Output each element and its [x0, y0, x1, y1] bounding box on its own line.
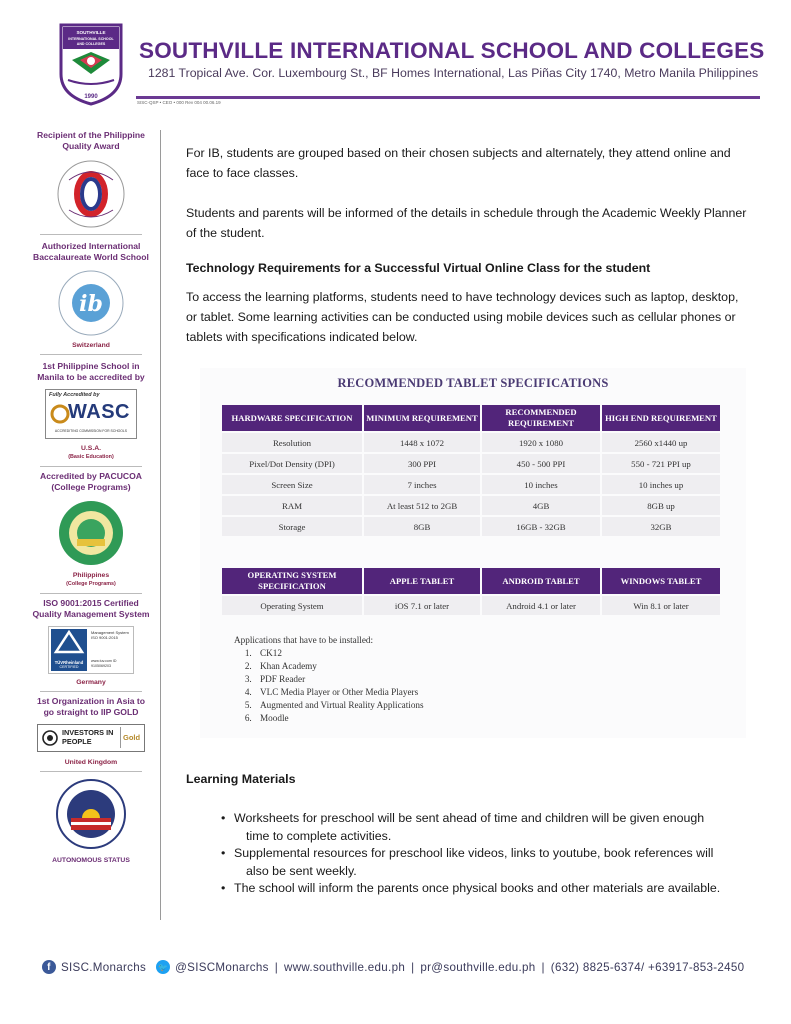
- pacucoa-seal-icon: [57, 499, 125, 567]
- footer-separator: |: [411, 960, 415, 974]
- facebook-icon: f: [42, 960, 56, 974]
- table-header-row: [222, 405, 720, 431]
- tuv-badge: TÜVRheinland CERTIFIED Management System ISO 9001:2015 www.tuv.com ID 9105069203: [48, 626, 134, 674]
- list-item: 2. Khan Academy: [254, 660, 424, 673]
- list-item: • Supplemental resources for preschool like videos, links to youtube, book references will also be sent weekly.: [221, 846, 714, 878]
- award-iso: [32, 598, 150, 692]
- school-address: 1281 Tropical Ave. Cor. Luxembourg St., BF Homes International, Las Piñas City 1740, Metro Manila Philippines: [148, 66, 759, 80]
- wasc-ring-icon: [50, 404, 70, 424]
- paragraph-devices: To access the learning platforms, students need to have technology devices such as laptop, desktop, or tablet. Some learning activities can be conducted using mobile devices such as cellular phones or tablets with specifications indicated below.: [186, 290, 739, 344]
- facebook-link[interactable]: SISC.Monarchs: [61, 960, 147, 974]
- table-cell: 7 inches: [364, 475, 480, 494]
- table-row: [222, 496, 720, 515]
- table-cell: 450 - 500 PPI: [482, 454, 600, 473]
- table-cell: At least 512 to 2GB: [364, 496, 480, 515]
- paragraph-ib-grouping: For IB, students are grouped based on their chosen subjects and alternately, they attend online and face to face classes.: [186, 146, 731, 180]
- column-header: ANDROID TABLET: [482, 568, 600, 594]
- hardware-spec-table: [220, 403, 722, 538]
- ched-seal-icon: [55, 778, 127, 850]
- footer-separator: |: [541, 960, 545, 974]
- section-heading-learning-materials: Learning Materials: [186, 772, 296, 786]
- column-header: HIGH END REQUIREMENT: [602, 405, 720, 431]
- list-item: • Worksheets for preschool will be sent ahead of time and children will be given enough time to complete activities.: [221, 811, 705, 843]
- award-title: ISO 9001:2015 Certified Quality Management System: [32, 598, 150, 619]
- school-logo: [58, 22, 124, 106]
- award-title: Authorized International Baccalaureate World School: [33, 241, 149, 262]
- svg-text:ib: ib: [79, 291, 103, 317]
- paragraph-schedule: Students and parents will be informed of the details in schedule through the Academic Weekly Planner of the student.: [186, 206, 747, 240]
- twitter-icon: 🐦: [156, 960, 170, 974]
- document-code: SISC-QSP • CEO • 000 Rev 004 00.06.19: [137, 100, 221, 105]
- table-cell: 10 inches up: [602, 475, 720, 494]
- required-applications: [234, 634, 424, 725]
- table-cell: 4GB: [482, 496, 600, 515]
- award-country: United Kingdom: [64, 759, 118, 766]
- email-link[interactable]: pr@southville.edu.ph: [420, 960, 536, 974]
- column-header: OPERATING SYSTEM SPECIFICATION: [222, 568, 362, 594]
- page-footer: [42, 960, 744, 974]
- phone-numbers: (632) 8825-6374/ +63917-853-2450: [550, 960, 745, 974]
- bullet-icon: •: [221, 846, 226, 860]
- table-cell: 300 PPI: [364, 454, 480, 473]
- table-cell: Pixel/Dot Density (DPI): [222, 454, 362, 473]
- table-row: [222, 433, 720, 452]
- table-cell: iOS 7.1 or later: [364, 596, 480, 615]
- list-item: 6. Moodle: [254, 712, 424, 725]
- list-item: 4. VLC Media Player or Other Media Players: [254, 686, 424, 699]
- award-pacucoa: [32, 471, 150, 594]
- column-header: HARDWARE SPECIFICATION: [222, 405, 362, 431]
- accreditation-sidebar: [32, 130, 150, 865]
- award-title: Recipient of the Philippine Quality Award: [37, 130, 145, 151]
- tablet-specifications-figure: [200, 368, 746, 738]
- table-cell: Storage: [222, 517, 362, 536]
- column-header: APPLE TABLET: [364, 568, 480, 594]
- spec-title: RECOMMENDED TABLET SPECIFICATIONS: [337, 376, 609, 390]
- award-title: 1st Philippine School in Manila to be accredited by: [37, 361, 145, 382]
- quality-award-seal-icon: [55, 158, 127, 230]
- award-ched: [32, 778, 150, 865]
- award-wasc: [32, 361, 150, 467]
- header-divider: [136, 96, 760, 99]
- table-row: [222, 517, 720, 536]
- school-name: SOUTHVILLE INTERNATIONAL SCHOOL AND COLLEGES: [139, 38, 765, 63]
- svg-text:INTERNATIONAL SCHOOL: INTERNATIONAL SCHOOL: [68, 37, 114, 41]
- award-philippine-quality: [32, 130, 150, 235]
- award-country: Switzerland: [72, 342, 110, 349]
- os-spec-table: [220, 566, 722, 617]
- table-cell: Win 8.1 or later: [602, 596, 720, 615]
- table-cell: 1448 x 1072: [364, 433, 480, 452]
- apps-list: [234, 647, 424, 725]
- table-cell: 8GB: [364, 517, 480, 536]
- twitter-link[interactable]: @SISCMonarchs: [175, 960, 269, 974]
- table-cell: Screen Size: [222, 475, 362, 494]
- svg-text:AND COLLEGES: AND COLLEGES: [76, 42, 106, 46]
- table-cell: Operating System: [222, 596, 362, 615]
- award-title: Accredited by PACUCOA (College Programs): [39, 471, 143, 492]
- award-note: (College Programs): [66, 581, 116, 587]
- column-header: WINDOWS TABLET: [602, 568, 720, 594]
- bullet-icon: •: [221, 881, 226, 895]
- bullet-icon: •: [221, 811, 226, 825]
- table-cell: 8GB up: [602, 496, 720, 515]
- table-row: [222, 596, 720, 615]
- table-row: [222, 475, 720, 494]
- main-content: [186, 143, 748, 347]
- svg-text:1990: 1990: [84, 94, 98, 100]
- wasc-badge: Fully Accredited by WASC ACCREDITING COMMISSION FOR SCHOOLS: [45, 389, 137, 439]
- table-cell: Resolution: [222, 433, 362, 452]
- section-heading-technology: Technology Requirements for a Successful Virtual Online Class for the student: [186, 261, 651, 275]
- iip-badge: INVESTORS IN PEOPLE Gold: [37, 724, 145, 752]
- table-cell: 550 - 721 PPI up: [602, 454, 720, 473]
- website-link[interactable]: www.southville.edu.ph: [284, 960, 406, 974]
- ib-logo-icon: [57, 269, 125, 337]
- table-cell: 2560 x1440 up: [602, 433, 720, 452]
- award-country: U.S.A.: [80, 445, 102, 452]
- column-header: RECOMMENDED REQUIREMENT: [482, 405, 600, 431]
- award-country: Philippines: [72, 572, 110, 579]
- sidebar-divider: [160, 130, 161, 920]
- iip-laurel-icon: [41, 729, 59, 747]
- award-ib-world-school: [32, 241, 150, 355]
- learning-materials-list: [221, 810, 754, 898]
- award-country: Germany: [76, 679, 106, 686]
- table-cell: 32GB: [602, 517, 720, 536]
- table-cell: 10 inches: [482, 475, 600, 494]
- tuv-logo-icon: TÜVRheinland CERTIFIED: [51, 629, 87, 671]
- table-cell: Android 4.1 or later: [482, 596, 600, 615]
- table-cell: 16GB - 32GB: [482, 517, 600, 536]
- award-status: AUTONOMOUS STATUS: [52, 857, 130, 864]
- table-cell: RAM: [222, 496, 362, 515]
- apps-title: Applications that have to be installed:: [234, 635, 374, 645]
- svg-text:SOUTHVILLE: SOUTHVILLE: [76, 30, 106, 35]
- footer-separator: |: [274, 960, 279, 974]
- list-item: • The school will inform the parents once physical books and other materials are available.: [224, 880, 754, 898]
- award-title: 1st Organization in Asia to go straight to IIP GOLD: [36, 696, 146, 717]
- list-item: 1. CK12: [254, 647, 424, 660]
- table-cell: 1920 x 1080: [482, 433, 600, 452]
- table-header-row: [222, 568, 720, 594]
- list-item: 3. PDF Reader: [254, 673, 424, 686]
- list-item: 5. Augmented and Virtual Reality Applications: [254, 699, 424, 712]
- award-iip: [32, 696, 150, 772]
- table-row: [222, 454, 720, 473]
- column-header: MINIMUM REQUIREMENT: [364, 405, 480, 431]
- award-note: (Basic Education): [68, 454, 114, 460]
